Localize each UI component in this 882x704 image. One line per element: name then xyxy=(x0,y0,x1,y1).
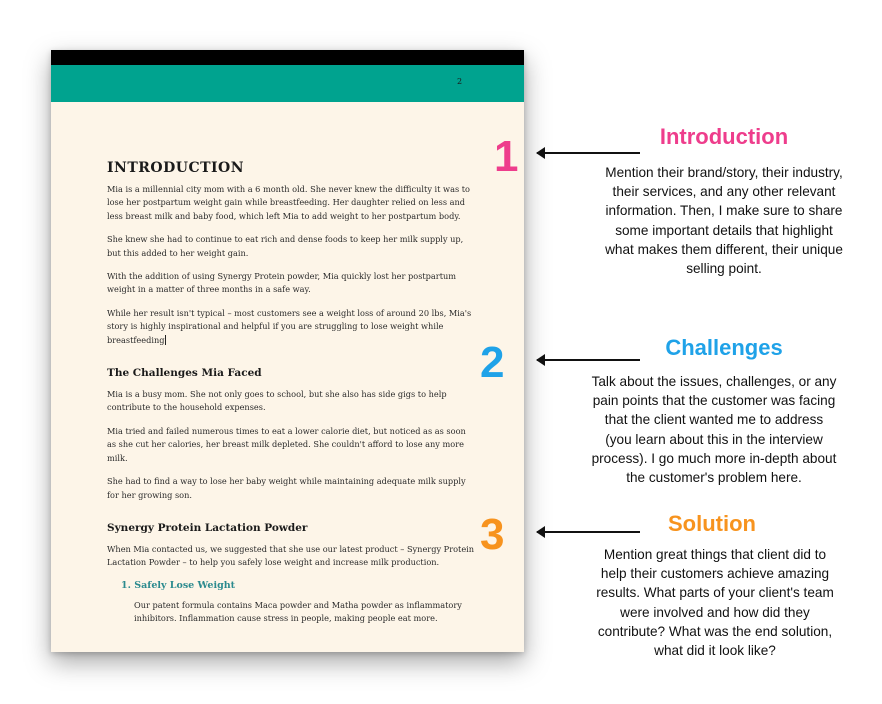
challenges-paragraph-1: Mia is a busy mom. She not only goes to school, but she also has side gigs to help contribute to the household expenses. xyxy=(107,389,447,413)
intro-paragraph-4-text: While her result isn't typical – most customers see a weight loss of around 20 lbs, Mia's story is highly inspirational and helpful if you are struggling to lose weight while breastfeeding xyxy=(107,307,472,345)
challenges-description: Talk about the issues, challenges, or any pain points that the customer was facing that the client wanted me to address (you learn about this in the interview process). I go much more in-depth about the customer's problem here. xyxy=(591,374,837,486)
page-top-bar xyxy=(51,50,524,65)
text-cursor xyxy=(165,335,166,345)
challenges-heading: The Challenges Mia Faced xyxy=(107,367,262,380)
challenges-paragraph-2: Mia tried and failed numerous times to eat a lower calorie diet, but noticed as as soon as she cut her calories, her breast milk depleted. She couldn't afford to lose any more milk. xyxy=(107,425,466,463)
solution-title: Solution xyxy=(668,511,756,536)
list-item-text: Our patent formula contains Maca powder and Matha powder as inflammatory inhibitors. Inflammation cause stress in people, making people eat more. xyxy=(134,599,462,624)
challenges-title: Challenges xyxy=(665,335,783,360)
page-header-band xyxy=(51,65,524,102)
document-page xyxy=(51,50,524,652)
number-two: 2 xyxy=(480,338,505,387)
page-number: 2 xyxy=(457,77,463,86)
intro-heading: INTRODUCTION xyxy=(107,160,245,176)
arrow-one-icon xyxy=(537,152,640,154)
introduction-description: Mention their brand/story, their industry, their services, and any other relevant information. Then, I make sure to share some important details that highlight what makes them different, their unique selling point. xyxy=(605,165,843,277)
solution-heading: Synergy Protein Lactation Powder xyxy=(107,521,308,534)
intro-paragraph-1: Mia is a millennial city mom with a 6 month old. She never knew the difficulty it was to lose her postpartum weight gain while breastfeeding. Her daughter relied on less and less breast milk and baby food, which left Mia to add weight to her postpartum body. xyxy=(107,184,470,221)
introduction-title: Introduction xyxy=(659,124,789,149)
list-item-title: 1. Safely Lose Weight xyxy=(121,579,236,591)
solution-description: Mention great things that client did to help their customers achieve amazing results. What parts of your client's team were involved and how did they contribute? What was the end solution, what did it look like? xyxy=(596,547,834,659)
challenges-paragraph-3: She had to find a way to lose her baby weight while maintaining adequate milk supply for her growing son. xyxy=(107,476,466,500)
intro-paragraph-3: With the addition of using Synergy Protein powder, Mia quickly lost her postpartum weight in a matter of three months in a safe way. xyxy=(107,271,457,295)
intro-paragraph-2: She knew she had to continue to eat rich and dense foods to keep her milk supply up, but this added to her weight gain. xyxy=(107,234,464,258)
intro-paragraph-4[interactable] xyxy=(107,307,475,347)
number-one: 1 xyxy=(494,132,519,181)
document-content xyxy=(107,160,475,626)
number-three: 3 xyxy=(480,510,505,559)
solution-paragraph: When Mia contacted us, we suggested that she use our latest product – Synergy Protein Lactation Powder – to help you safely lose weight and increase milk production. xyxy=(107,543,475,568)
